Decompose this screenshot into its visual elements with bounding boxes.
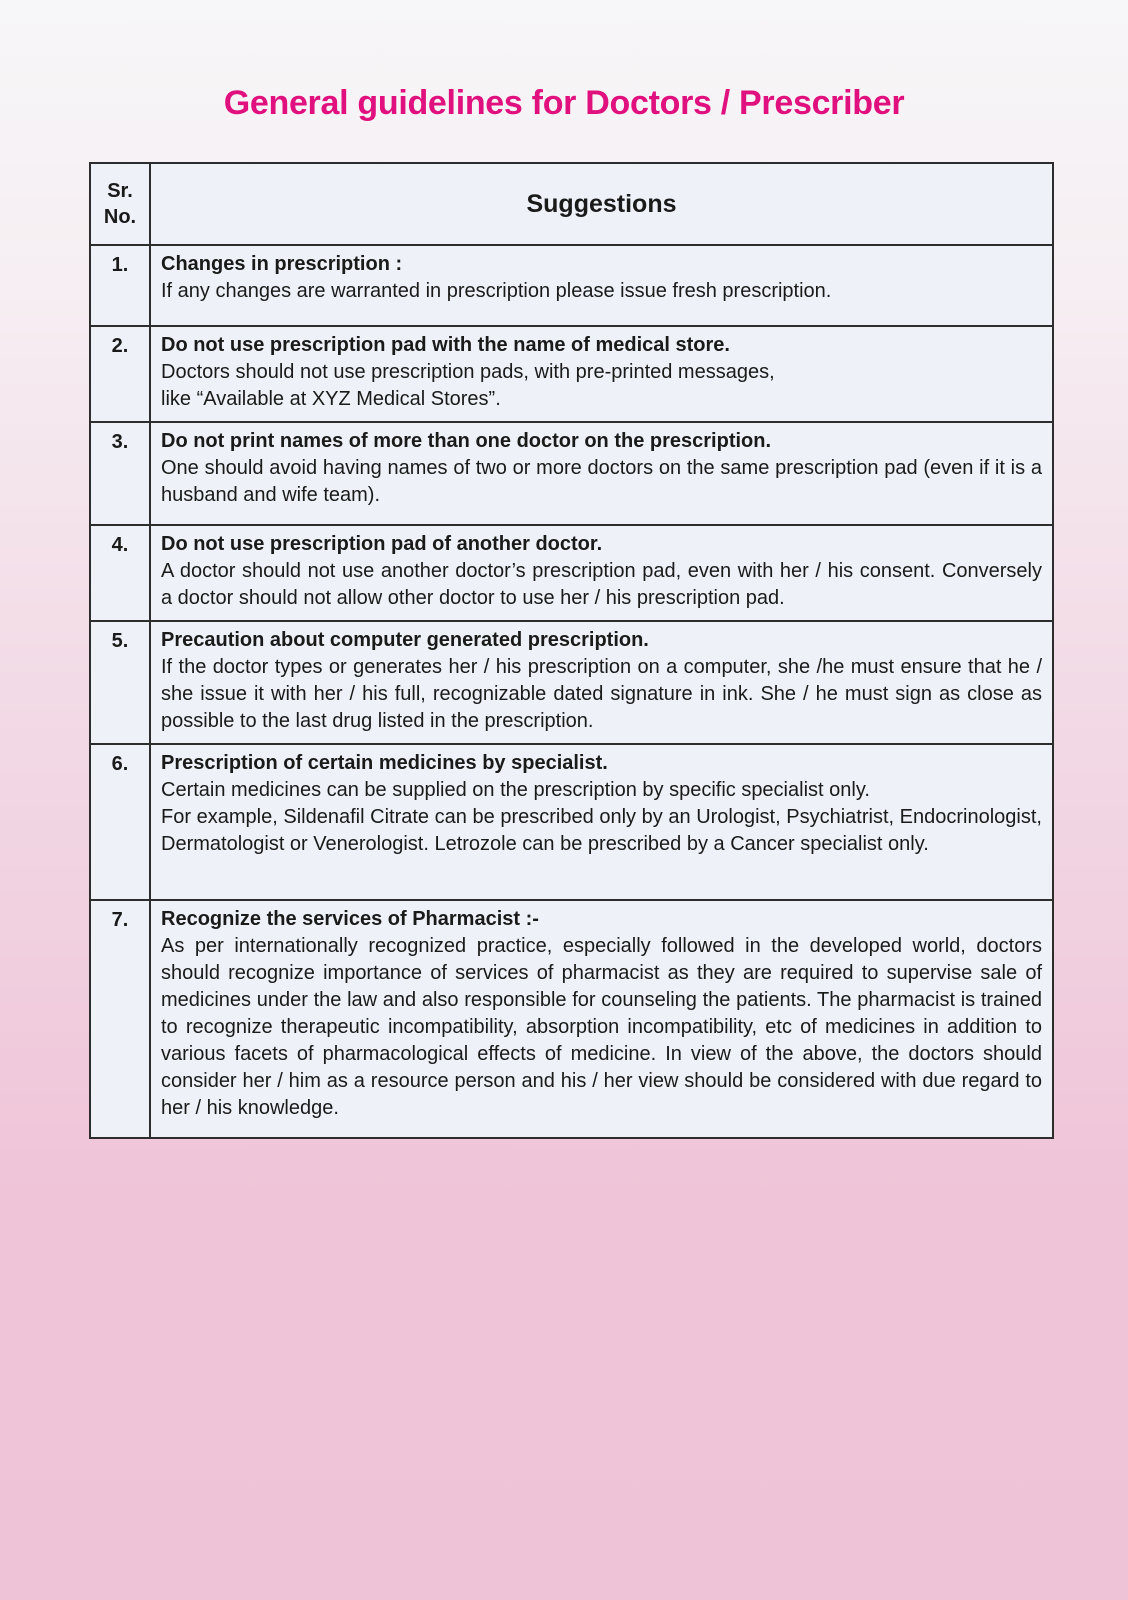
row-content (150, 744, 1053, 900)
row-text: A doctor should not use another doctor’s prescription pad, even with her / his consent. Conversely a doctor should not allow other doctor to use her / his prescription pad. (161, 560, 1042, 609)
row-content (150, 245, 1053, 326)
row-number: 5. (90, 621, 150, 744)
row-number: 7. (90, 900, 150, 1138)
table-row (90, 245, 1053, 326)
suggestions-header: Suggestions (150, 163, 1053, 245)
row-heading: Do not use prescription pad of another doctor. (161, 533, 603, 555)
row-heading: Prescription of certain medicines by specialist. (161, 752, 608, 774)
row-number: 2. (90, 326, 150, 422)
row-number: 4. (90, 525, 150, 621)
row-heading: Precaution about computer generated prescription. (161, 629, 649, 651)
row-heading: Do not print names of more than one doctor on the prescription. (161, 430, 772, 452)
row-text: For example, Sildenafil Citrate can be prescribed only by an Urologist, Psychiatrist, Endocrinologist, Dermatologist or Venerologist. Letrozole can be prescribed by a Cancer specialist only. (161, 806, 1042, 855)
table-row (90, 525, 1053, 621)
table-row (90, 900, 1053, 1138)
row-number: 1. (90, 245, 150, 326)
table-row (90, 422, 1053, 525)
row-text: Certain medicines can be supplied on the prescription by specific specialist only. (161, 779, 870, 801)
table-header-row (90, 163, 1053, 245)
row-text: Doctors should not use prescription pads, with pre-printed messages, (161, 361, 775, 383)
row-content (150, 621, 1053, 744)
row-number: 6. (90, 744, 150, 900)
row-number: 3. (90, 422, 150, 525)
table-row (90, 326, 1053, 422)
row-heading: Changes in prescription : (161, 253, 403, 275)
guidelines-table (89, 162, 1054, 1139)
row-content (150, 326, 1053, 422)
row-text: One should avoid having names of two or more doctors on the same prescription pad (even if it is a husband and wife team). (161, 457, 1042, 506)
table-row (90, 621, 1053, 744)
page-title: General guidelines for Doctors / Prescriber (223, 84, 905, 122)
row-heading: Do not use prescription pad with the name of medical store. (161, 334, 730, 356)
row-text: As per internationally recognized practice, especially followed in the developed world, doctors should recognize importance of services of pharmacist as they are required to supervise sale of medicines under the law and also responsible for counseling the patients. The pharmacist is trained to recognize therapeutic incompatibility, absorption incompatibility, etc of medicines in addition to various facets of pharmacological effects of medicine. In view of the above, the doctors should consider her / him as a resource person and his / her view should be considered with due regard to her / his knowledge. (161, 935, 1042, 1119)
row-content (150, 900, 1053, 1138)
row-content (150, 525, 1053, 621)
row-text: If any changes are warranted in prescription please issue fresh prescription. (161, 280, 832, 302)
row-text: If the doctor types or generates her / his prescription on a computer, she /he must ensure that he / she issue it with her / his full, recognizable dated signature in ink. She / he must sign as close as possible to the last drug listed in the prescription. (161, 656, 1042, 732)
row-content (150, 422, 1053, 525)
table-row (90, 744, 1053, 900)
row-heading: Recognize the services of Pharmacist :- (161, 908, 539, 930)
sr-no-header: Sr. No. (90, 163, 150, 245)
row-text: like “Available at XYZ Medical Stores”. (161, 388, 501, 410)
